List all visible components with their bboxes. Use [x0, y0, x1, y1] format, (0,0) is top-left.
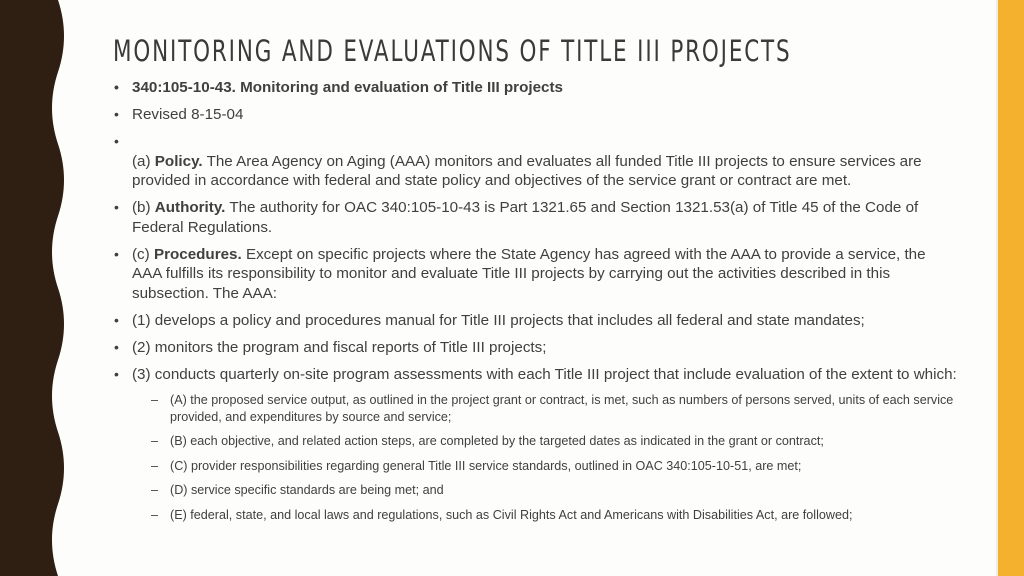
procedures-text: Except on specific projects where the State Agency has agreed with the AAA to provide a service, the AAA fulfills its responsibility to monitor and evaluate Title III projects by carrying out the activities described in this subsection. The AAA: — [132, 245, 926, 302]
sub-bullet-item: – (B) each objective, and related action steps, are completed by the targeted dates as indicated in the grant or contract; — [113, 433, 958, 450]
bullet-authority: • (b) Authority. The authority for OAC 340:105-10-43 is Part 1321.65 and Section 1321.53(a) of Title 45 of the Code of Federal Regulations. — [113, 198, 958, 237]
bullet-item: • (2) monitors the program and fiscal reports of Title III projects; — [113, 338, 958, 358]
policy-label: Policy. — [154, 152, 203, 170]
bullet-item: • (3) conducts quarterly on-site program assessments with each Title III project that include evaluation of the extent to which: — [113, 365, 958, 385]
bullet-revised: • Revised 8-15-04 — [113, 105, 958, 125]
bullet-item: • (1) develops a policy and procedures manual for Title III projects that includes all federal and state mandates; — [113, 311, 958, 331]
bullet-policy: • (a) Policy. The Area Agency on Aging (AAA) monitors and evaluates all funded Title III projects to ensure services are provided in accordance with federal and state policy and objectives of the service grant or contract are met. — [113, 132, 958, 191]
decorative-wavy-band — [0, 0, 74, 576]
sub-bullet-item: – (D) service specific standards are being met; and — [113, 482, 958, 499]
bullet-list — [113, 78, 958, 531]
slide-content — [113, 0, 993, 576]
sub-bullet-item: – (A) the proposed service output, as outlined in the project grant or contract, is met, such as numbers of persons served, units of each service provided, and expenditures by source and service; — [113, 392, 958, 426]
policy-text: The Area Agency on Aging (AAA) monitors and evaluates all funded Title III projects to ensure services are provided in accordance with federal and state policy and objectives of the service grant or contract are met. — [132, 152, 922, 189]
authority-label: Authority. — [154, 199, 226, 216]
authority-text: The authority for OAC 340:105-10-43 is Part 1321.65 and Section 1321.53(a) of Title 45 of the Code of Federal Regulations. — [132, 199, 919, 236]
bullet-procedures: • (c) Procedures. Except on specific projects where the State Agency has agreed with the AAA to provide a service, the AAA fulfills its responsibility to monitor and evaluate Title III projects by carrying out the activities described in this subsection. The AAA: — [113, 245, 958, 304]
slide-title: MONITORING AND EVALUATIONS OF TITLE III PROJECTS — [113, 34, 792, 68]
empty-line — [132, 132, 958, 152]
procedures-label: Procedures. — [153, 245, 242, 263]
sub-bullet-item: – (C) provider responsibilities regarding general Title III service standards, outlined in OAC 340:105-10-51, are met; — [113, 458, 958, 475]
bullet-rule-heading: • 340:105-10-43. Monitoring and evaluation of Title III projects — [113, 78, 958, 98]
sub-bullet-item: – (E) federal, state, and local laws and regulations, such as Civil Rights Act and Americans with Disabilities Act, are followed; — [113, 507, 958, 524]
accent-bar — [998, 0, 1024, 576]
